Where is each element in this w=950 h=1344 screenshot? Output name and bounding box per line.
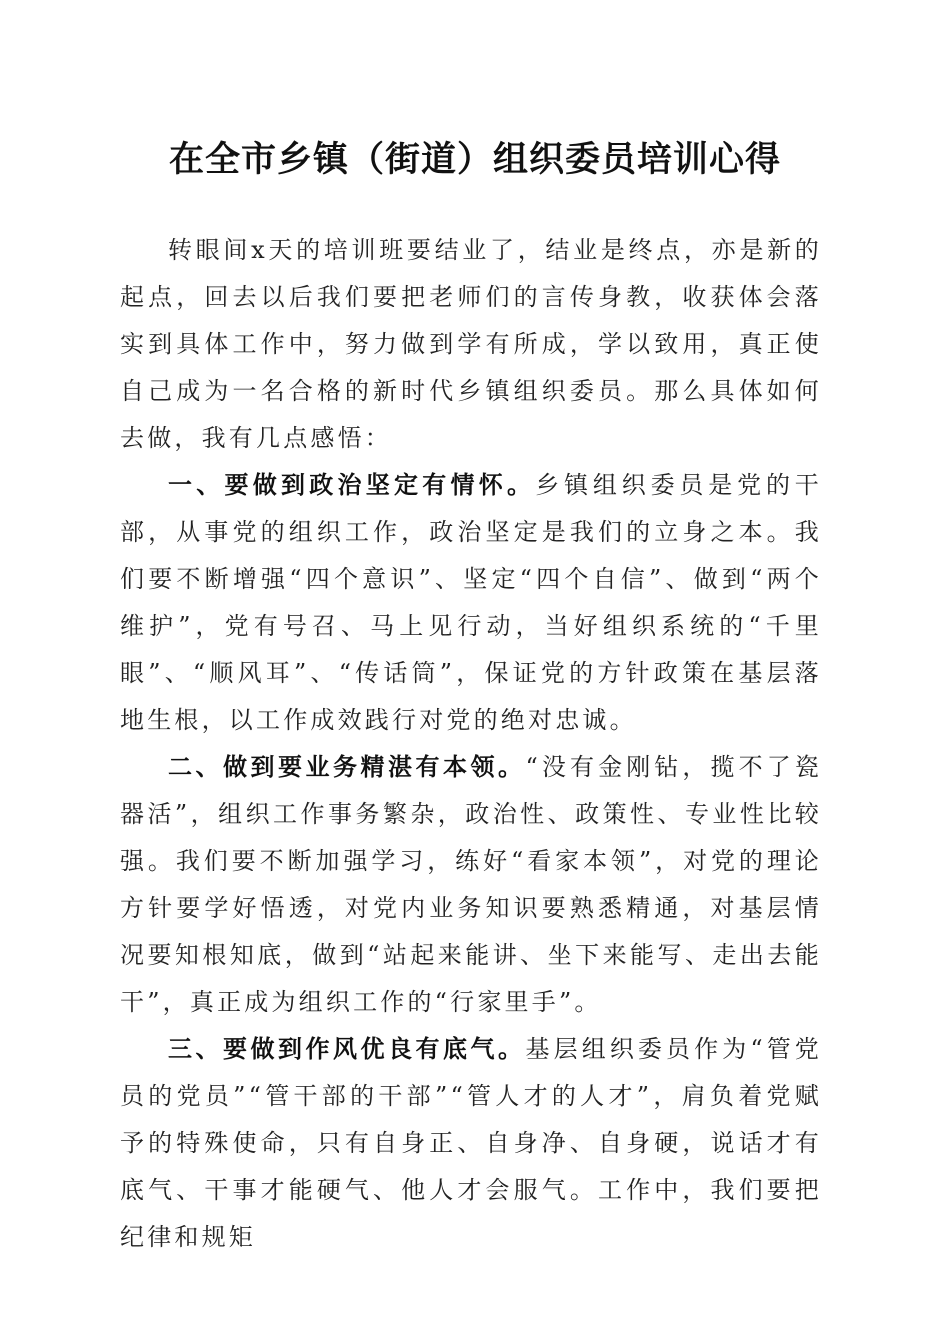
section-paragraph-2: [120, 744, 822, 1026]
section-heading-1: 一、要做到政治坚定有情怀。: [168, 471, 536, 499]
section-heading-3: 三、要做到作风优良有底气。: [168, 1035, 526, 1063]
intro-paragraph: 转眼间x天的培训班要结业了，结业是终点，亦是新的起点，回去以后我们要把老师们的言传身教，收获体会落实到具体工作中，努力做到学有所成，学以致用，真正使自己成为一名合格的新时代乡镇组织委员。那么具体如何去做，我有几点感悟：: [120, 236, 822, 452]
section-text-3: 基层组织委员作为“管党员的党员”“管干部的干部”“管人才的人才”，肩负着党赋予的特殊使命，只有自身正、自身净、自身硬，说话才有底气、干事才能硬气、他人才会服气。工作中，我们要把纪律和规矩: [120, 1035, 822, 1251]
document-title: 在全市乡镇（街道）组织委员培训心得: [168, 139, 781, 180]
document-body: [120, 227, 822, 1261]
section-heading-2: 二、做到要业务精湛有本领。: [168, 753, 526, 781]
section-text-2: “没有金刚钻，揽不了瓷器活”，组织工作事务繁杂，政治性、政策性、专业性比较强。我们要不断加强学习，练好“看家本领”，对党的理论方针要学好悟透，对党内业务知识要熟悉精通，对基层情况要知根知底，做到“站起来能讲、坐下来能写、走出去能干”，真正成为组织工作的“行家里手”。: [120, 753, 822, 1016]
section-paragraph-1: [120, 462, 822, 744]
section-paragraph-3: [120, 1026, 822, 1261]
section-text-1: 乡镇组织委员是党的干部，从事党的组织工作，政治坚定是我们的立身之本。我们要不断增强“四个意识”、坚定“四个自信”、做到“两个维护”，党有号召、马上见行动，当好组织系统的“千里眼”、“顺风耳”、“传话筒”，保证党的方针政策在基层落地生根，以工作成效践行对党的绝对忠诚。: [120, 471, 822, 734]
